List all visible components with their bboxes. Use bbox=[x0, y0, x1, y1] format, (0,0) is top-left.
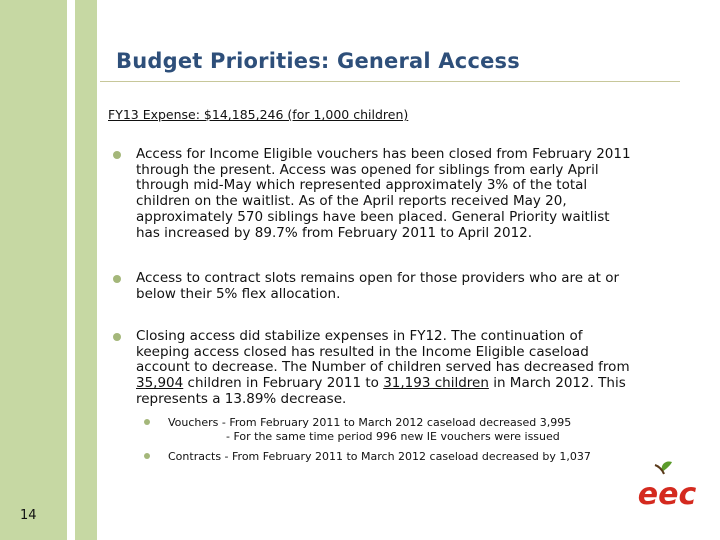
bullet-text: Access to contract slots remains open for those providers who are at or below their 5% flex allocation. bbox=[136, 270, 620, 302]
sub-bullet-dot-icon bbox=[144, 419, 150, 425]
children-mar-2012: 31,193 children bbox=[383, 375, 489, 392]
left-decorative-bar bbox=[0, 0, 97, 540]
bullet-text-part: children in February 2011 to bbox=[183, 375, 384, 392]
bullet-text-part: Closing access did stabilize expenses in FY12. The continuation of keeping access closed has resulted in the Income Eligible caseload account to decrease. The Number of children served has decreased from bbox=[136, 328, 630, 376]
sub-bullet-text bbox=[168, 450, 648, 464]
logo-text: eec bbox=[637, 477, 697, 512]
bullet-text: Access for Income Eligible vouchers has been closed from February 2011 through the present. Access was opened for siblings from early April through mid-May which represented approximately 3% of the total children on the waitlist. As of the April reports received May 20, approximately 570 siblings have been placed. General Priority waitlist has increased by 89.7% from February 2011 to April 2012. bbox=[136, 146, 631, 241]
title-divider bbox=[100, 81, 680, 82]
children-feb-2011: 35,904 bbox=[136, 375, 184, 392]
eec-apple-logo-icon bbox=[628, 460, 706, 522]
sub-bullet-line: Vouchers - From February 2011 to March 2012 caseload decreased 3,995 bbox=[168, 416, 572, 429]
bullet-dot-icon bbox=[113, 275, 121, 283]
left-bar-stripe bbox=[67, 0, 75, 540]
sub-bullet-text bbox=[168, 416, 648, 444]
bullet-text bbox=[136, 329, 636, 408]
bullet-dot-icon bbox=[113, 333, 121, 341]
sub-bullet-line: Contracts - From February 2011 to March 2012 caseload decreased by 1,037 bbox=[168, 450, 591, 463]
page-number: 14 bbox=[20, 508, 37, 523]
slide-title: Budget Priorities: General Access bbox=[116, 49, 520, 73]
bullet-text-part: in March 2012. This represents a 13.89% decrease. bbox=[136, 375, 626, 407]
expense-line: FY13 Expense: $14,185,246 (for 1,000 children) bbox=[108, 107, 409, 122]
bullet-dot-icon bbox=[113, 151, 121, 159]
sub-bullet-continuation: - For the same time period 996 new IE vouchers were issued bbox=[226, 430, 560, 443]
sub-bullet-dot-icon bbox=[144, 453, 150, 459]
